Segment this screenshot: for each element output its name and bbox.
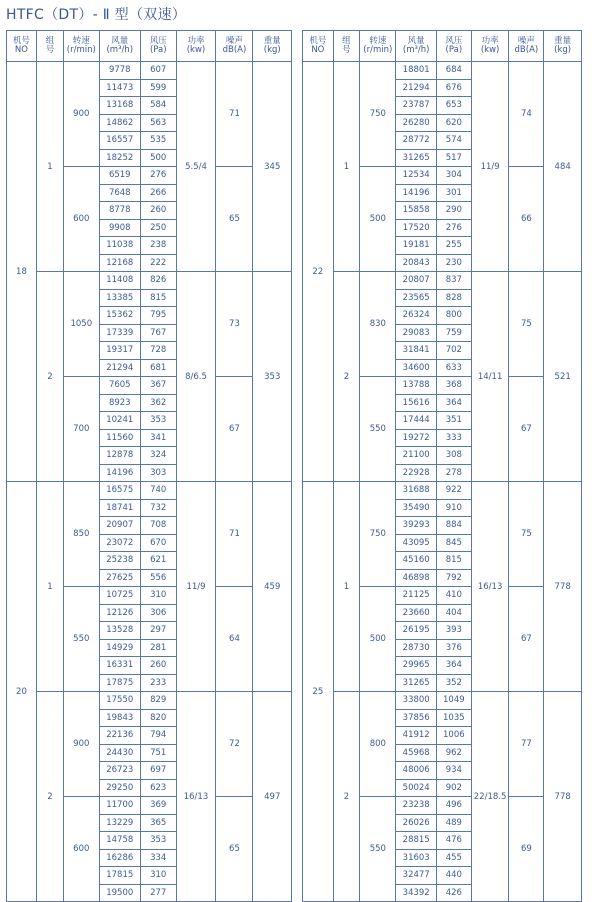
airflow-cell: 12878 <box>99 447 140 465</box>
airflow-cell: 26324 <box>396 307 436 325</box>
pressure-cell: 759 <box>436 324 471 342</box>
pressure-cell: 222 <box>140 254 176 272</box>
speed-cell: 850 <box>63 482 99 587</box>
noise-header: 噪声 dB(A) <box>509 31 544 62</box>
pressure-cell: 1006 <box>436 727 471 745</box>
pressure-cell: 233 <box>140 674 176 692</box>
weight-cell: 459 <box>253 482 292 692</box>
airflow-header: 风量 (m³/h) <box>396 31 436 62</box>
pressure-cell: 260 <box>140 202 176 220</box>
speed-cell: 550 <box>63 587 99 692</box>
group-header: 组 号 <box>36 31 63 62</box>
power-cell: 8/6.5 <box>176 272 216 482</box>
machine-no-cell: 20 <box>7 482 37 902</box>
airflow-cell: 23787 <box>396 97 436 115</box>
pressure-header: 风压 (Pa) <box>140 31 176 62</box>
noise-cell: 69 <box>509 797 544 902</box>
table-row <box>7 692 292 710</box>
pressure-cell: 670 <box>140 534 176 552</box>
speed-cell: 600 <box>63 797 99 902</box>
airflow-cell: 14862 <box>99 114 140 132</box>
speed-cell: 1050 <box>63 272 99 377</box>
right-spec-table-panel <box>302 30 582 898</box>
pressure-cell: 353 <box>140 412 176 430</box>
weight-cell: 345 <box>253 62 292 272</box>
machine-no-cell: 22 <box>303 62 334 482</box>
airflow-cell: 12126 <box>99 604 140 622</box>
pressure-cell: 353 <box>140 832 176 850</box>
airflow-cell: 31265 <box>396 674 436 692</box>
speed-cell: 550 <box>360 797 396 902</box>
airflow-cell: 26723 <box>99 762 140 780</box>
airflow-cell: 17875 <box>99 674 140 692</box>
pressure-cell: 476 <box>436 832 471 850</box>
airflow-cell: 23238 <box>396 797 436 815</box>
airflow-cell: 18252 <box>99 149 140 167</box>
airflow-cell: 11038 <box>99 237 140 255</box>
group-cell: 2 <box>36 692 63 902</box>
airflow-cell: 11560 <box>99 429 140 447</box>
weight-header: 重量 (kg) <box>544 31 582 62</box>
noise-cell: 71 <box>216 482 253 587</box>
speed-cell: 900 <box>63 62 99 167</box>
airflow-cell: 15362 <box>99 307 140 325</box>
pressure-cell: 621 <box>140 552 176 570</box>
pressure-cell: 301 <box>436 184 471 202</box>
pressure-cell: 324 <box>140 447 176 465</box>
left-spec-table-panel <box>6 30 292 898</box>
pressure-cell: 584 <box>140 97 176 115</box>
pressure-cell: 276 <box>140 167 176 185</box>
airflow-cell: 9908 <box>99 219 140 237</box>
airflow-cell: 6519 <box>99 167 140 185</box>
airflow-cell: 29083 <box>396 324 436 342</box>
airflow-cell: 9778 <box>99 62 140 80</box>
power-cell: 14/11 <box>471 272 509 482</box>
airflow-cell: 22136 <box>99 727 140 745</box>
noise-cell: 75 <box>509 272 544 377</box>
pressure-cell: 278 <box>436 464 471 482</box>
airflow-cell: 16331 <box>99 657 140 675</box>
pressure-cell: 599 <box>140 79 176 97</box>
pressure-cell: 633 <box>436 359 471 377</box>
pressure-cell: 351 <box>436 412 471 430</box>
table-row <box>303 62 582 80</box>
pressure-cell: 489 <box>436 814 471 832</box>
pressure-cell: 815 <box>140 289 176 307</box>
speed-cell: 750 <box>360 62 396 167</box>
pressure-cell: 826 <box>140 272 176 290</box>
pressure-cell: 820 <box>140 709 176 727</box>
group-cell: 1 <box>333 62 360 272</box>
pressure-cell: 1035 <box>436 709 471 727</box>
airflow-cell: 28730 <box>396 639 436 657</box>
airflow-cell: 16286 <box>99 849 140 867</box>
speed-cell: 830 <box>360 272 396 377</box>
airflow-cell: 11473 <box>99 79 140 97</box>
pressure-header: 风压 (Pa) <box>436 31 471 62</box>
pressure-cell: 845 <box>436 534 471 552</box>
airflow-cell: 8923 <box>99 394 140 412</box>
pressure-cell: 308 <box>436 447 471 465</box>
speed-cell: 500 <box>360 587 396 692</box>
power-header: 功率 (kw) <box>471 31 509 62</box>
pressure-cell: 794 <box>140 727 176 745</box>
pressure-cell: 365 <box>140 814 176 832</box>
airflow-cell: 28772 <box>396 132 436 150</box>
pressure-cell: 333 <box>436 429 471 447</box>
pressure-cell: 1049 <box>436 692 471 710</box>
speed-cell: 500 <box>360 167 396 272</box>
airflow-cell: 29250 <box>99 779 140 797</box>
pressure-cell: 266 <box>140 184 176 202</box>
airflow-cell: 21294 <box>396 79 436 97</box>
pressure-cell: 500 <box>140 149 176 167</box>
power-cell: 16/13 <box>471 482 509 692</box>
noise-cell: 74 <box>509 62 544 167</box>
pressure-cell: 410 <box>436 587 471 605</box>
pressure-cell: 281 <box>140 639 176 657</box>
power-cell: 5.5/4 <box>176 62 216 272</box>
airflow-cell: 17520 <box>396 219 436 237</box>
weight-cell: 778 <box>544 692 582 902</box>
pressure-cell: 815 <box>436 552 471 570</box>
pressure-cell: 297 <box>140 622 176 640</box>
airflow-cell: 21294 <box>99 359 140 377</box>
airflow-cell: 26280 <box>396 114 436 132</box>
airflow-cell: 11700 <box>99 797 140 815</box>
airflow-cell: 17815 <box>99 867 140 885</box>
speed-header: 转速 (r/min) <box>360 31 396 62</box>
airflow-cell: 31265 <box>396 149 436 167</box>
airflow-cell: 8778 <box>99 202 140 220</box>
table-row <box>7 62 292 80</box>
airflow-cell: 19317 <box>99 342 140 360</box>
group-cell: 1 <box>333 482 360 692</box>
airflow-cell: 17550 <box>99 692 140 710</box>
pressure-cell: 934 <box>436 762 471 780</box>
pressure-cell: 276 <box>436 219 471 237</box>
weight-cell: 778 <box>544 482 582 692</box>
table-row <box>303 692 582 710</box>
pressure-cell: 290 <box>436 202 471 220</box>
group-cell: 1 <box>36 482 63 692</box>
pressure-cell: 902 <box>436 779 471 797</box>
spec-table <box>6 30 292 902</box>
pressure-cell: 837 <box>436 272 471 290</box>
airflow-cell: 26195 <box>396 622 436 640</box>
pressure-cell: 250 <box>140 219 176 237</box>
power-cell: 16/13 <box>176 692 216 902</box>
speed-cell: 550 <box>360 377 396 482</box>
machine-no-cell: 18 <box>7 62 37 482</box>
pressure-cell: 792 <box>436 569 471 587</box>
weight-cell: 521 <box>544 272 582 482</box>
airflow-cell: 10725 <box>99 587 140 605</box>
airflow-cell: 20807 <box>396 272 436 290</box>
airflow-cell: 23565 <box>396 289 436 307</box>
airflow-cell: 26026 <box>396 814 436 832</box>
machine-no-header: 机号 NO <box>303 31 334 62</box>
airflow-cell: 48006 <box>396 762 436 780</box>
pressure-cell: 334 <box>140 849 176 867</box>
noise-cell: 66 <box>509 167 544 272</box>
pressure-cell: 574 <box>436 132 471 150</box>
pressure-cell: 310 <box>140 587 176 605</box>
airflow-cell: 21125 <box>396 587 436 605</box>
pressure-cell: 684 <box>436 62 471 80</box>
airflow-cell: 50024 <box>396 779 436 797</box>
noise-cell: 77 <box>509 692 544 797</box>
airflow-cell: 45160 <box>396 552 436 570</box>
airflow-cell: 41912 <box>396 727 436 745</box>
pressure-cell: 255 <box>436 237 471 255</box>
airflow-cell: 17444 <box>396 412 436 430</box>
airflow-cell: 45968 <box>396 744 436 762</box>
pressure-cell: 376 <box>436 639 471 657</box>
airflow-cell: 11408 <box>99 272 140 290</box>
pressure-cell: 517 <box>436 149 471 167</box>
noise-cell: 67 <box>216 377 253 482</box>
airflow-cell: 13385 <box>99 289 140 307</box>
noise-cell: 64 <box>216 587 253 692</box>
pressure-cell: 455 <box>436 849 471 867</box>
noise-cell: 75 <box>509 482 544 587</box>
airflow-cell: 31841 <box>396 342 436 360</box>
pressure-cell: 369 <box>140 797 176 815</box>
pressure-cell: 751 <box>140 744 176 762</box>
group-cell: 2 <box>333 272 360 482</box>
noise-cell: 73 <box>216 272 253 377</box>
airflow-cell: 27625 <box>99 569 140 587</box>
noise-header: 噪声 dB(A) <box>216 31 253 62</box>
pressure-cell: 364 <box>436 657 471 675</box>
airflow-cell: 34392 <box>396 884 436 902</box>
pressure-cell: 800 <box>436 307 471 325</box>
airflow-cell: 13168 <box>99 97 140 115</box>
pressure-cell: 884 <box>436 517 471 535</box>
pressure-cell: 277 <box>140 884 176 902</box>
pressure-cell: 740 <box>140 482 176 500</box>
pressure-cell: 620 <box>436 114 471 132</box>
airflow-cell: 25238 <box>99 552 140 570</box>
pressure-cell: 829 <box>140 692 176 710</box>
pressure-cell: 310 <box>140 867 176 885</box>
pressure-cell: 496 <box>436 797 471 815</box>
pressure-cell: 676 <box>436 79 471 97</box>
airflow-cell: 16575 <box>99 482 140 500</box>
noise-cell: 71 <box>216 62 253 167</box>
airflow-cell: 14929 <box>99 639 140 657</box>
airflow-cell: 39293 <box>396 517 436 535</box>
pressure-cell: 623 <box>140 779 176 797</box>
pressure-cell: 962 <box>436 744 471 762</box>
noise-cell: 72 <box>216 692 253 797</box>
pressure-cell: 828 <box>436 289 471 307</box>
airflow-cell: 19181 <box>396 237 436 255</box>
group-cell: 2 <box>36 272 63 482</box>
airflow-cell: 12168 <box>99 254 140 272</box>
pressure-cell: 367 <box>140 377 176 395</box>
pressure-cell: 404 <box>436 604 471 622</box>
weight-cell: 484 <box>544 62 582 272</box>
page-title: HTFC（DT）- Ⅱ 型（双速） <box>6 7 187 23</box>
power-cell: 11/9 <box>471 62 509 272</box>
group-header: 组 号 <box>333 31 360 62</box>
airflow-cell: 10241 <box>99 412 140 430</box>
airflow-cell: 13229 <box>99 814 140 832</box>
airflow-cell: 12534 <box>396 167 436 185</box>
noise-cell: 67 <box>509 587 544 692</box>
speed-cell: 600 <box>63 167 99 272</box>
airflow-cell: 33800 <box>396 692 436 710</box>
pressure-cell: 535 <box>140 132 176 150</box>
pressure-cell: 697 <box>140 762 176 780</box>
pressure-cell: 368 <box>436 377 471 395</box>
airflow-cell: 28815 <box>396 832 436 850</box>
airflow-cell: 21100 <box>396 447 436 465</box>
airflow-cell: 18801 <box>396 62 436 80</box>
airflow-cell: 18741 <box>99 499 140 517</box>
pressure-cell: 352 <box>436 674 471 692</box>
airflow-cell: 7605 <box>99 377 140 395</box>
pressure-cell: 303 <box>140 464 176 482</box>
speed-cell: 750 <box>360 482 396 587</box>
airflow-cell: 22928 <box>396 464 436 482</box>
airflow-cell: 46898 <box>396 569 436 587</box>
speed-cell: 700 <box>63 377 99 482</box>
pressure-cell: 393 <box>436 622 471 640</box>
airflow-cell: 23660 <box>396 604 436 622</box>
airflow-cell: 13528 <box>99 622 140 640</box>
airflow-cell: 31603 <box>396 849 436 867</box>
airflow-cell: 43095 <box>396 534 436 552</box>
pressure-cell: 795 <box>140 307 176 325</box>
airflow-cell: 17339 <box>99 324 140 342</box>
pressure-cell: 732 <box>140 499 176 517</box>
power-header: 功率 (kw) <box>176 31 216 62</box>
spec-table <box>302 30 582 902</box>
airflow-cell: 19500 <box>99 884 140 902</box>
pressure-cell: 306 <box>140 604 176 622</box>
airflow-cell: 15858 <box>396 202 436 220</box>
airflow-cell: 14196 <box>99 464 140 482</box>
noise-cell: 65 <box>216 167 253 272</box>
pressure-cell: 702 <box>436 342 471 360</box>
airflow-cell: 29965 <box>396 657 436 675</box>
airflow-cell: 14196 <box>396 184 436 202</box>
speed-cell: 800 <box>360 692 396 797</box>
weight-cell: 353 <box>253 272 292 482</box>
airflow-cell: 20843 <box>396 254 436 272</box>
airflow-cell: 24430 <box>99 744 140 762</box>
pressure-cell: 341 <box>140 429 176 447</box>
speed-header: 转速 (r/min) <box>63 31 99 62</box>
pressure-cell: 607 <box>140 62 176 80</box>
airflow-cell: 19272 <box>396 429 436 447</box>
pressure-cell: 922 <box>436 482 471 500</box>
pressure-cell: 563 <box>140 114 176 132</box>
pressure-cell: 681 <box>140 359 176 377</box>
pressure-cell: 910 <box>436 499 471 517</box>
pressure-cell: 238 <box>140 237 176 255</box>
weight-cell: 497 <box>253 692 292 902</box>
pressure-cell: 556 <box>140 569 176 587</box>
table-row <box>7 482 292 500</box>
airflow-cell: 20907 <box>99 517 140 535</box>
pressure-cell: 304 <box>436 167 471 185</box>
airflow-cell: 23072 <box>99 534 140 552</box>
power-cell: 11/9 <box>176 482 216 692</box>
pressure-cell: 260 <box>140 657 176 675</box>
group-cell: 1 <box>36 62 63 272</box>
weight-header: 重量 (kg) <box>253 31 292 62</box>
airflow-cell: 7648 <box>99 184 140 202</box>
power-cell: 22/18.5 <box>471 692 509 902</box>
pressure-cell: 362 <box>140 394 176 412</box>
noise-cell: 67 <box>509 377 544 482</box>
pressure-cell: 364 <box>436 394 471 412</box>
noise-cell: 65 <box>216 797 253 902</box>
airflow-cell: 34600 <box>396 359 436 377</box>
pressure-cell: 440 <box>436 867 471 885</box>
speed-cell: 900 <box>63 692 99 797</box>
pressure-cell: 708 <box>140 517 176 535</box>
airflow-cell: 14758 <box>99 832 140 850</box>
pressure-cell: 653 <box>436 97 471 115</box>
airflow-cell: 31688 <box>396 482 436 500</box>
airflow-cell: 15616 <box>396 394 436 412</box>
table-row <box>7 272 292 290</box>
airflow-cell: 19843 <box>99 709 140 727</box>
table-row <box>303 272 582 290</box>
pressure-cell: 426 <box>436 884 471 902</box>
airflow-cell: 35490 <box>396 499 436 517</box>
machine-no-header: 机号 NO <box>7 31 37 62</box>
airflow-header: 风量 (m³/h) <box>99 31 140 62</box>
table-row <box>303 482 582 500</box>
machine-no-cell: 25 <box>303 482 334 902</box>
group-cell: 2 <box>333 692 360 902</box>
airflow-cell: 37856 <box>396 709 436 727</box>
airflow-cell: 16557 <box>99 132 140 150</box>
airflow-cell: 32477 <box>396 867 436 885</box>
airflow-cell: 13788 <box>396 377 436 395</box>
pressure-cell: 728 <box>140 342 176 360</box>
pressure-cell: 230 <box>436 254 471 272</box>
pressure-cell: 767 <box>140 324 176 342</box>
